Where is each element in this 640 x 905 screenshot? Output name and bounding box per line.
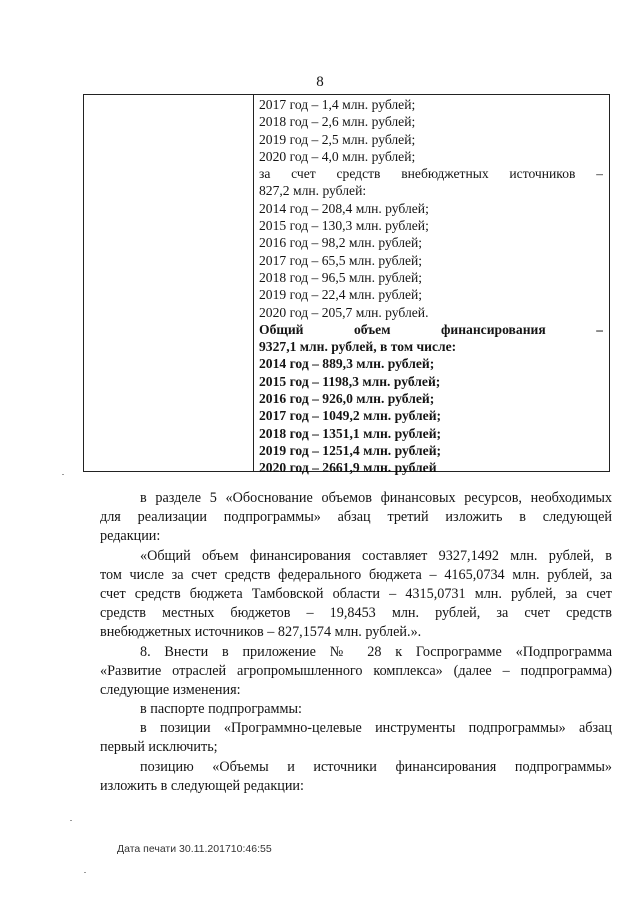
body-line: «Общий объем финансирования составляет 9327,1492 млн. рублей, в <box>140 547 612 564</box>
table-cell-line: 2016 год – 98,2 млн. рублей; <box>259 235 423 251</box>
body-line: 8. Внести в приложение № 28 к Госпрограмме «Подпрограмма <box>140 643 612 660</box>
table-cell-line: Общий объем финансирования – <box>259 321 603 337</box>
body-line: в позиции «Программно-целевые инструменты подпрограммы» абзац <box>140 720 612 737</box>
body-line: том числе за счет средств федерального бюджета – 4165,0734 млн. рублей, за <box>100 566 612 583</box>
table-cell-line: 2018 год – 96,5 млн. рублей; <box>259 269 423 285</box>
table-cell-line: 2015 год – 1198,3 млн. рублей; <box>259 373 441 389</box>
table-cell-line: 2019 год – 22,4 млн. рублей; <box>259 287 423 303</box>
body-line: внебюджетных источников – 827,1574 млн. рублей.». <box>100 624 422 641</box>
table-right-cell <box>259 96 603 477</box>
body-line: в паспорте подпрограммы: <box>140 701 302 718</box>
scan-artifact <box>84 872 86 873</box>
document-body <box>100 489 612 796</box>
body-line: первый исключить; <box>100 739 218 756</box>
table-cell-line: 2014 год – 208,4 млн. рублей; <box>259 200 429 216</box>
body-line: средств местных бюджетов – 19,8453 млн. рублей, за счет средств <box>100 605 612 622</box>
table-cell-line: 2017 год – 1,4 млн. рублей; <box>259 97 416 112</box>
table-column-divider <box>253 95 254 471</box>
table-cell-line: 2020 год – 205,7 млн. рублей. <box>259 304 429 320</box>
body-line: счет средств бюджета Тамбовской области – 4315,0731 млн. рублей, за счет <box>100 585 612 602</box>
page-number: 8 <box>316 74 324 90</box>
table-cell-line: 2018 год – 2,6 млн. рублей; <box>259 114 416 130</box>
table-cell-line: 2020 год – 4,0 млн. рублей; <box>259 148 416 164</box>
print-date: Дата печати 30.11.201710:46:55 <box>117 843 272 855</box>
table-cell-line: 2017 год – 65,5 млн. рублей; <box>259 252 423 268</box>
body-line: в разделе 5 «Обоснование объемов финансовых ресурсов, необходимых <box>140 490 612 506</box>
body-line: изложить в следующей редакции: <box>100 777 304 794</box>
table-cell-line: 2019 год – 1251,4 млн. рублей; <box>259 442 442 458</box>
table-cell-line: 2016 год – 926,0 млн. рублей; <box>259 391 435 407</box>
body-line: позицию «Объемы и источники финансирования подпрограммы» <box>140 758 612 775</box>
table-cell-line: 827,2 млн. рублей: <box>259 183 367 199</box>
table-cell-line: 2017 год – 1049,2 млн. рублей; <box>259 408 442 424</box>
table-cell-line: 2014 год – 889,3 млн. рублей; <box>259 356 435 372</box>
table-cell-line: 2019 год – 2,5 млн. рублей; <box>259 131 416 147</box>
financing-table <box>83 94 610 476</box>
body-line: для реализации подпрограммы» абзац третий изложить в следующей <box>100 509 612 526</box>
table-cell-line: 2020 год – 2661,9 млн. рублей <box>259 460 437 476</box>
body-line: редакции: <box>100 528 161 545</box>
table-cell-line: 9327,1 млн. рублей, в том числе: <box>259 339 457 355</box>
table-cell-line: за счет средств внебюджетных источников – <box>259 166 603 182</box>
table-cell-line: 2018 год – 1351,1 млн. рублей; <box>259 425 442 441</box>
scan-artifact <box>62 474 64 475</box>
body-line: следующие изменения: <box>100 681 241 698</box>
body-line: «Развитие отраслей агропромышленного комплекса» (далее – подпрограмма) <box>100 662 612 679</box>
table-cell-line: 2015 год – 130,3 млн. рублей; <box>259 218 429 234</box>
scan-artifact <box>70 820 72 821</box>
